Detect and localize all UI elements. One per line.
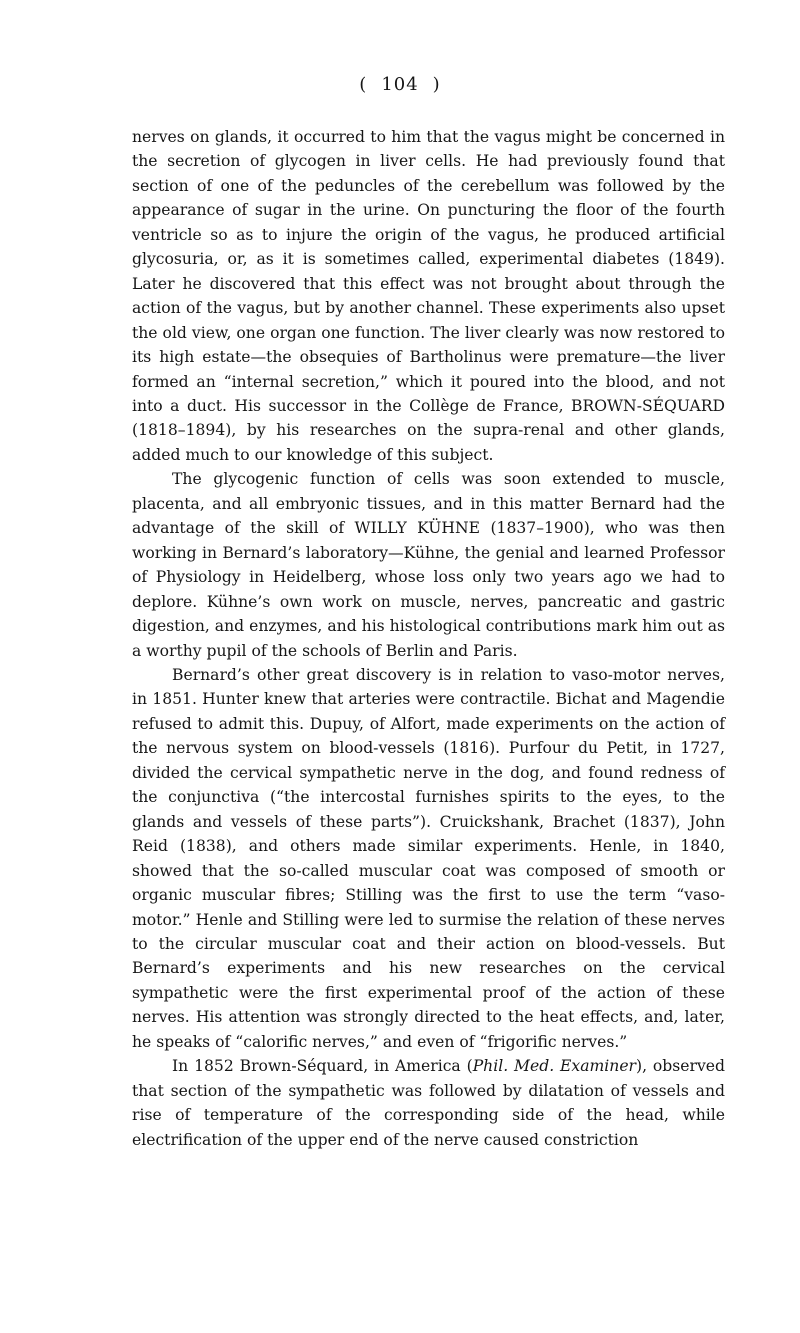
paragraph-4 — [132, 1054, 725, 1152]
paragraph-4-text-after: ), observed that section of the sympathetic was followed by dilatation of vessels and rise of temperature of the corresponding side of the head, while electrification of the upper end of the nerve caused constriction — [132, 1057, 725, 1149]
page-number: 104 — [381, 74, 419, 95]
paragraph-4-text-before: In 1852 Brown-Séquard, in America ( — [172, 1057, 473, 1076]
close-paren: ) — [432, 74, 441, 95]
paragraph-2: The glycogenic function of cells was soon extended to muscle, placenta, and all embryonic tissues, and in this matter Bernard had the advantage of the skill of WILLY KÜHNE (1837–1900), who was then working in Bernard’s laboratory—Kühne, the genial and learned Professor of Physiology in Heidelberg, whose loss only two years ago we had to deplore. Kühne’s own work on muscle, nerves, pancreatic and gastric digestion, and enzymes, and his histological contributions mark him out as a worthy pupil of the schools of Berlin and Paris. — [132, 470, 725, 660]
body-text — [132, 125, 725, 1152]
paragraph-3: Bernard’s other great discovery is in relation to vaso-motor nerves, in 1851. Hunter knew that arteries were contractile. Bichat and Magendie refused to admit this. Dupuy, of Alfort, made experiments on the action of the nervous system on blood-vessels (1816). Purfour du Petit, in 1727, divided the cervical sympathetic nerve in the dog, and found redness of the conjunctiva (“the intercostal furnishes spirits to the eyes, to the glands and vessels of these parts”). Cruickshank, Brachet (1837), John Reid (1838), and others made similar experiments. Henle, in 1840, showed that the so-called muscular coat was composed of smooth or organic muscular fibres; Stilling was the first to use the term “vaso-motor.” Henle and Stilling were led to surmise the relation of these nerves to the circular muscular coat and their action on blood-vessels. But Bernard’s experiments and his new researches on the cervical sympathetic were the first experimental proof of the action of these nerves. His attention was strongly directed to the heat effects, and, later, he speaks of “calorific nerves,” and even of “frigorific nerves.” — [132, 665, 725, 1051]
paragraph-1: nerves on glands, it occurred to him that the vagus might be concerned in the secretion of glycogen in liver cells. He had previously found that section of one of the peduncles of the cerebellum was followed by the appearance of sugar in the urine. On puncturing the floor of the fourth ventricle so as to injure the origin of the vagus, he produced artificial glycosuria, or, as it is sometimes called, experimental diabetes (1849). Later he discovered that this effect was not brought about through the action of the vagus, but by another channel. These experiments also upset the old view, one organ one function. The liver clearly was now restored to its high estate—the obsequies of Bartholinus were premature—the liver formed an “internal secretion,” which it poured into the blood, and not into a duct. His successor in the Collège de France, BROWN-SÉQUARD (1818–1894), by his researches on the supra-renal and other glands, added much to our knowledge of this subject. — [132, 128, 725, 464]
page-header — [0, 74, 800, 95]
citation-phil-med-examiner: Phil. Med. Examiner — [472, 1057, 636, 1076]
open-paren: ( — [359, 74, 368, 95]
